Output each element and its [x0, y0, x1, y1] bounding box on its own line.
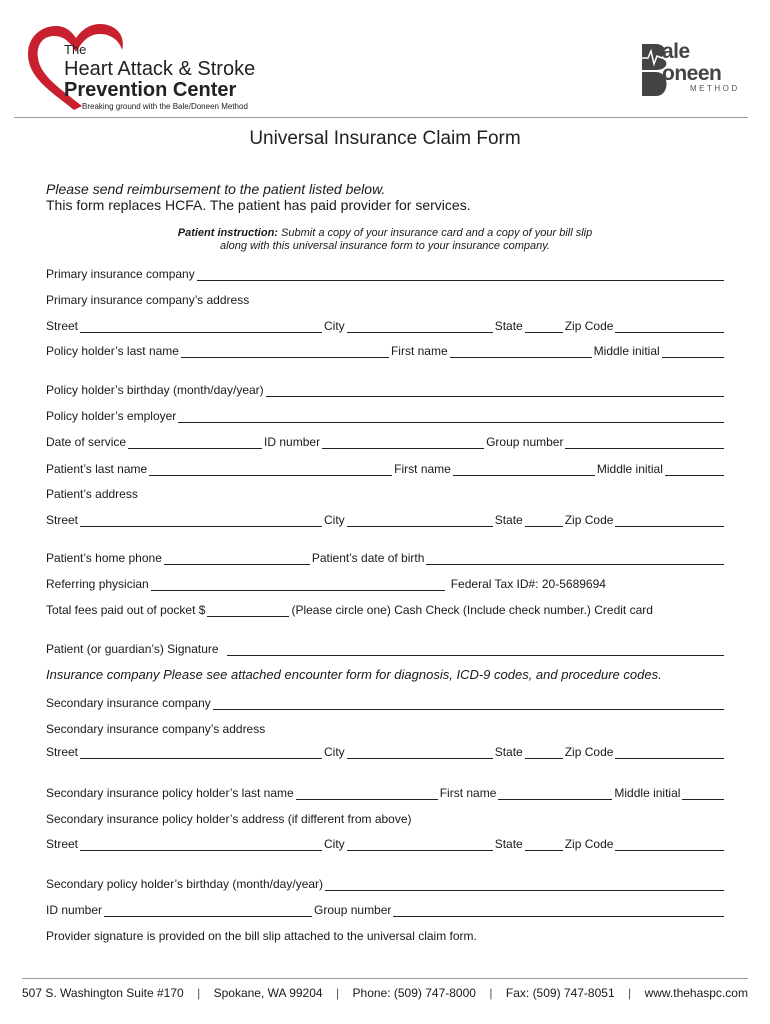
- footer-fax: Fax: (509) 747-8051: [505, 986, 615, 1000]
- row-holder-birthday: [46, 381, 726, 397]
- group-number-field[interactable]: [565, 436, 724, 449]
- primary-company-field[interactable]: [197, 268, 724, 281]
- label-street: Street: [46, 513, 79, 527]
- id-number-field[interactable]: [322, 436, 484, 449]
- label-total-fees: Total fees paid out of pocket $: [46, 603, 206, 617]
- label-referring: Referring physician: [46, 577, 149, 591]
- label-holder-birthday: Policy holder’s birthday (month/day/year): [46, 383, 264, 397]
- row-secondary-holder-name: [46, 784, 726, 800]
- secondary-holder-state-field[interactable]: [525, 838, 563, 851]
- footer-separator: |: [489, 986, 493, 1000]
- label-zip: Zip Code: [564, 319, 614, 333]
- label-state: State: [494, 513, 523, 527]
- row-holder-employer: [46, 407, 726, 423]
- label-secondary-last: Secondary insurance policy holder’s last name: [46, 786, 294, 800]
- footer-separator: |: [335, 986, 340, 1000]
- patient-phone-field[interactable]: [164, 552, 310, 565]
- patient-last-field[interactable]: [149, 463, 392, 476]
- bale-doneen-logo: [640, 42, 750, 98]
- footer-separator: |: [628, 986, 632, 1000]
- label-patient-phone: Patient’s home phone: [46, 551, 162, 565]
- label-holder-last: Policy holder’s last name: [46, 344, 179, 358]
- footer-city: Spokane, WA 99204: [213, 986, 323, 1000]
- row-service: [46, 433, 726, 449]
- label-middle-initial: Middle initial: [593, 344, 660, 358]
- row-secondary-company: [46, 694, 726, 710]
- label-secondary-address: Secondary insurance company’s address: [46, 722, 266, 736]
- payment-method-options: (Please circle one) Cash Check (Include check number.) Credit card: [291, 603, 653, 617]
- secondary-middle-initial-field[interactable]: [682, 787, 724, 800]
- label-city: City: [324, 513, 345, 527]
- street-field[interactable]: [80, 320, 322, 333]
- bd-method: METHOD: [690, 84, 740, 93]
- secondary-group-number-field[interactable]: [393, 904, 724, 917]
- row-secondary-birthday: [46, 875, 726, 891]
- signature-field[interactable]: [227, 643, 724, 656]
- total-fees-field[interactable]: [207, 604, 289, 617]
- label-zip: Zip Code: [564, 837, 614, 851]
- patient-street-field[interactable]: [80, 514, 322, 527]
- label-patient-dob: Patient’s date of birth: [311, 551, 425, 565]
- row-holder-name: [46, 342, 726, 358]
- secondary-city-field[interactable]: [347, 746, 493, 759]
- row-secondary-holder-address: [46, 810, 726, 826]
- label-date-of-service: Date of service: [46, 435, 127, 449]
- instruction-text1: Submit a copy of your insurance card and a copy of your bill slip: [277, 227, 593, 239]
- middle-initial-field[interactable]: [662, 345, 724, 358]
- intro-line1: Please send reimbursement to the patient listed below.: [46, 181, 386, 197]
- footer: [22, 986, 748, 1000]
- logo-the: The: [64, 42, 87, 57]
- state-field[interactable]: [525, 320, 563, 333]
- label-group-number: Group number: [486, 435, 564, 449]
- form-title: Universal Insurance Claim Form: [249, 128, 521, 149]
- row-secondary-ids: [46, 901, 726, 917]
- row-primary-address: [46, 291, 726, 307]
- label-patient-address: Patient’s address: [46, 487, 138, 501]
- footer-divider: [22, 978, 748, 979]
- row-primary-street: [46, 317, 726, 333]
- secondary-last-field[interactable]: [296, 787, 438, 800]
- row-secondary-holder-street: [46, 835, 726, 851]
- row-signature: [46, 640, 726, 656]
- row-secondary-street: [46, 743, 726, 759]
- label-holder-employer: Policy holder’s employer: [46, 409, 177, 423]
- insurance-note: Insurance company Please see attached encounter form for diagnosis, ICD-9 codes, and procedure codes.: [46, 667, 662, 682]
- patient-middle-initial-field[interactable]: [665, 463, 724, 476]
- row-patient-name: [46, 460, 726, 476]
- label-street: Street: [46, 837, 79, 851]
- secondary-id-number-field[interactable]: [104, 904, 312, 917]
- holder-birthday-field[interactable]: [266, 384, 724, 397]
- label-state: State: [494, 745, 523, 759]
- provider-note: Provider signature is provided on the bill slip attached to the universal claim form.: [46, 929, 477, 943]
- secondary-birthday-field[interactable]: [325, 878, 724, 891]
- patient-city-field[interactable]: [347, 514, 493, 527]
- intro-line2: This form replaces HCFA. The patient has paid provider for services.: [46, 197, 471, 213]
- row-primary-company: [46, 265, 726, 281]
- row-patient-address: [46, 485, 726, 501]
- label-first-name: First name: [439, 786, 497, 800]
- hasp-logo: [22, 20, 322, 115]
- footer-separator: |: [197, 986, 201, 1000]
- date-of-service-field[interactable]: [128, 436, 262, 449]
- label-patient-last: Patient’s last name: [46, 462, 148, 476]
- label-state: State: [494, 319, 523, 333]
- secondary-holder-zip-field[interactable]: [615, 838, 724, 851]
- label-first-name: First name: [394, 462, 451, 476]
- secondary-street-field[interactable]: [80, 746, 322, 759]
- label-zip: Zip Code: [564, 513, 614, 527]
- header-divider: [14, 117, 748, 118]
- footer-website-link[interactable]: www.thehaspc.com: [644, 986, 748, 1000]
- zip-field[interactable]: [615, 320, 724, 333]
- label-city: City: [324, 745, 345, 759]
- holder-last-field[interactable]: [181, 345, 389, 358]
- secondary-first-name-field[interactable]: [498, 787, 612, 800]
- bd-ale: ale: [662, 40, 690, 63]
- secondary-holder-street-field[interactable]: [80, 838, 322, 851]
- patient-dob-field[interactable]: [426, 552, 724, 565]
- patient-state-field[interactable]: [525, 514, 563, 527]
- logo-tagline: Breaking ground with the Bale/Doneen Method: [82, 102, 248, 111]
- tax-id: Federal Tax ID#: 20-5689694: [450, 577, 606, 591]
- label-secondary-holder-address: Secondary insurance policy holder’s address (if different from above): [46, 812, 412, 826]
- row-referring: [46, 575, 726, 591]
- secondary-state-field[interactable]: [525, 746, 563, 759]
- label-middle-initial: Middle initial: [596, 462, 663, 476]
- patient-zip-field[interactable]: [615, 514, 724, 527]
- row-provider-note: [46, 927, 726, 943]
- label-group-number: Group number: [314, 903, 392, 917]
- instruction-text2: along with this universal insurance form to your insurance company.: [220, 240, 550, 252]
- label-middle-initial: Middle initial: [614, 786, 681, 800]
- label-secondary-birthday: Secondary policy holder’s birthday (month/day/year): [46, 877, 324, 891]
- patient-first-name-field[interactable]: [453, 463, 595, 476]
- instruction-label: Patient instruction:: [177, 227, 278, 239]
- city-field[interactable]: [347, 320, 493, 333]
- label-city: City: [324, 319, 345, 333]
- secondary-holder-city-field[interactable]: [347, 838, 493, 851]
- holder-employer-field[interactable]: [178, 410, 724, 423]
- logo-line2: Prevention Center: [64, 79, 237, 101]
- label-street: Street: [46, 319, 79, 333]
- label-id-number: ID number: [264, 435, 321, 449]
- label-first-name: First name: [390, 344, 448, 358]
- patient-instruction: [90, 227, 680, 253]
- row-patient-street: [46, 511, 726, 527]
- row-secondary-address: [46, 720, 726, 736]
- label-street: Street: [46, 745, 79, 759]
- label-state: State: [494, 837, 523, 851]
- label-id-number: ID number: [46, 903, 103, 917]
- footer-address: 507 S. Washington Suite #170: [22, 986, 184, 1000]
- label-signature: Patient (or guardian’s) Signature: [46, 642, 219, 656]
- footer-phone: Phone: (509) 747-8000: [352, 986, 476, 1000]
- logo-line1: Heart Attack & Stroke: [64, 58, 256, 80]
- label-zip: Zip Code: [564, 745, 614, 759]
- label-primary-address: Primary insurance company’s address: [46, 293, 250, 307]
- bd-oneen: oneen: [662, 62, 722, 85]
- referring-field[interactable]: [151, 578, 445, 591]
- row-total-fees: [46, 601, 726, 617]
- row-patient-phone: [46, 549, 726, 565]
- first-name-field[interactable]: [450, 345, 592, 358]
- label-primary-company: Primary insurance company: [46, 267, 195, 281]
- secondary-zip-field[interactable]: [615, 746, 724, 759]
- label-secondary-company: Secondary insurance company: [46, 696, 211, 710]
- label-city: City: [324, 837, 345, 851]
- secondary-company-field[interactable]: [213, 697, 724, 710]
